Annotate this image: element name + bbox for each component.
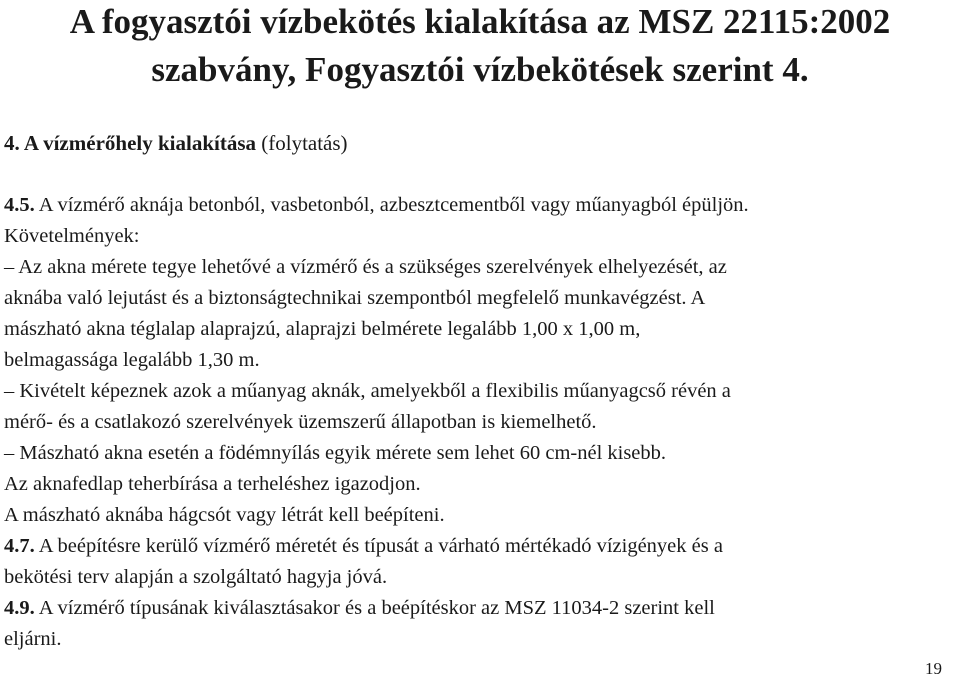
page-title <box>0 0 960 92</box>
body-line: bekötési terv alapján a szolgáltató hagyja jóvá. <box>4 566 388 588</box>
body-line: – Kivételt képeznek azok a műanyag aknák, amelyekből a flexibilis műanyagcső révén a <box>4 380 731 402</box>
paragraph-text: A vízmérő típusának kiválasztásakor és a beépítéskor az MSZ 11034-2 szerint kell <box>34 597 715 619</box>
requirements-heading: Követelmények: <box>4 225 140 247</box>
section-number: 4. A vízmérőhely kialakítása <box>4 131 256 155</box>
body-line: – Mászható akna esetén a födémnyílás egyik mérete sem lehet 60 cm-nél kisebb. <box>4 442 667 464</box>
paragraph-4-9 <box>4 593 950 624</box>
paragraph-label: 4.5. <box>4 194 35 216</box>
paragraph-text: A beépítésre kerülő vízmérő méretét és típusát a várható mértékadó vízigények és a <box>34 535 723 557</box>
body-line: belmagassága legalább 1,30 m. <box>4 349 260 371</box>
document-body <box>4 190 950 655</box>
paragraph-label: 4.7. <box>4 535 35 557</box>
title-line-2: szabvány, Fogyasztói vízbekötések szerint 4. <box>151 50 809 89</box>
paragraph-4-5 <box>4 190 950 221</box>
body-line: aknába való lejutást és a biztonságtechnikai szempontból megfelelő munkavégzést. A <box>4 287 706 309</box>
body-line: mászható akna téglalap alaprajzú, alaprajzi belmérete legalább 1,00 x 1,00 m, <box>4 318 641 340</box>
page-number: 19 <box>925 659 942 678</box>
body-line: eljárni. <box>4 628 62 650</box>
paragraph-label: 4.9. <box>4 597 35 619</box>
body-line: Az aknafedlap teherbírása a terheléshez igazodjon. <box>4 473 421 495</box>
paragraph-4-7 <box>4 531 950 562</box>
body-line: A mászható aknába hágcsót vagy létrát kell beépíteni. <box>4 504 445 526</box>
body-line: – Az akna mérete tegye lehetővé a vízmérő és a szükséges szerelvények elhelyezését, az <box>4 256 727 278</box>
paragraph-text: A vízmérő aknája betonból, vasbetonból, azbesztcementből vagy műanyagból épüljön. <box>34 194 749 216</box>
section-heading <box>4 128 348 159</box>
title-line-1: A fogyasztói vízbekötés kialakítása az MSZ 22115:2002 <box>69 2 891 41</box>
section-note: (folytatás) <box>256 131 348 155</box>
body-line: mérő- és a csatlakozó szerelvények üzemszerű állapotban is kiemelhető. <box>4 411 597 433</box>
